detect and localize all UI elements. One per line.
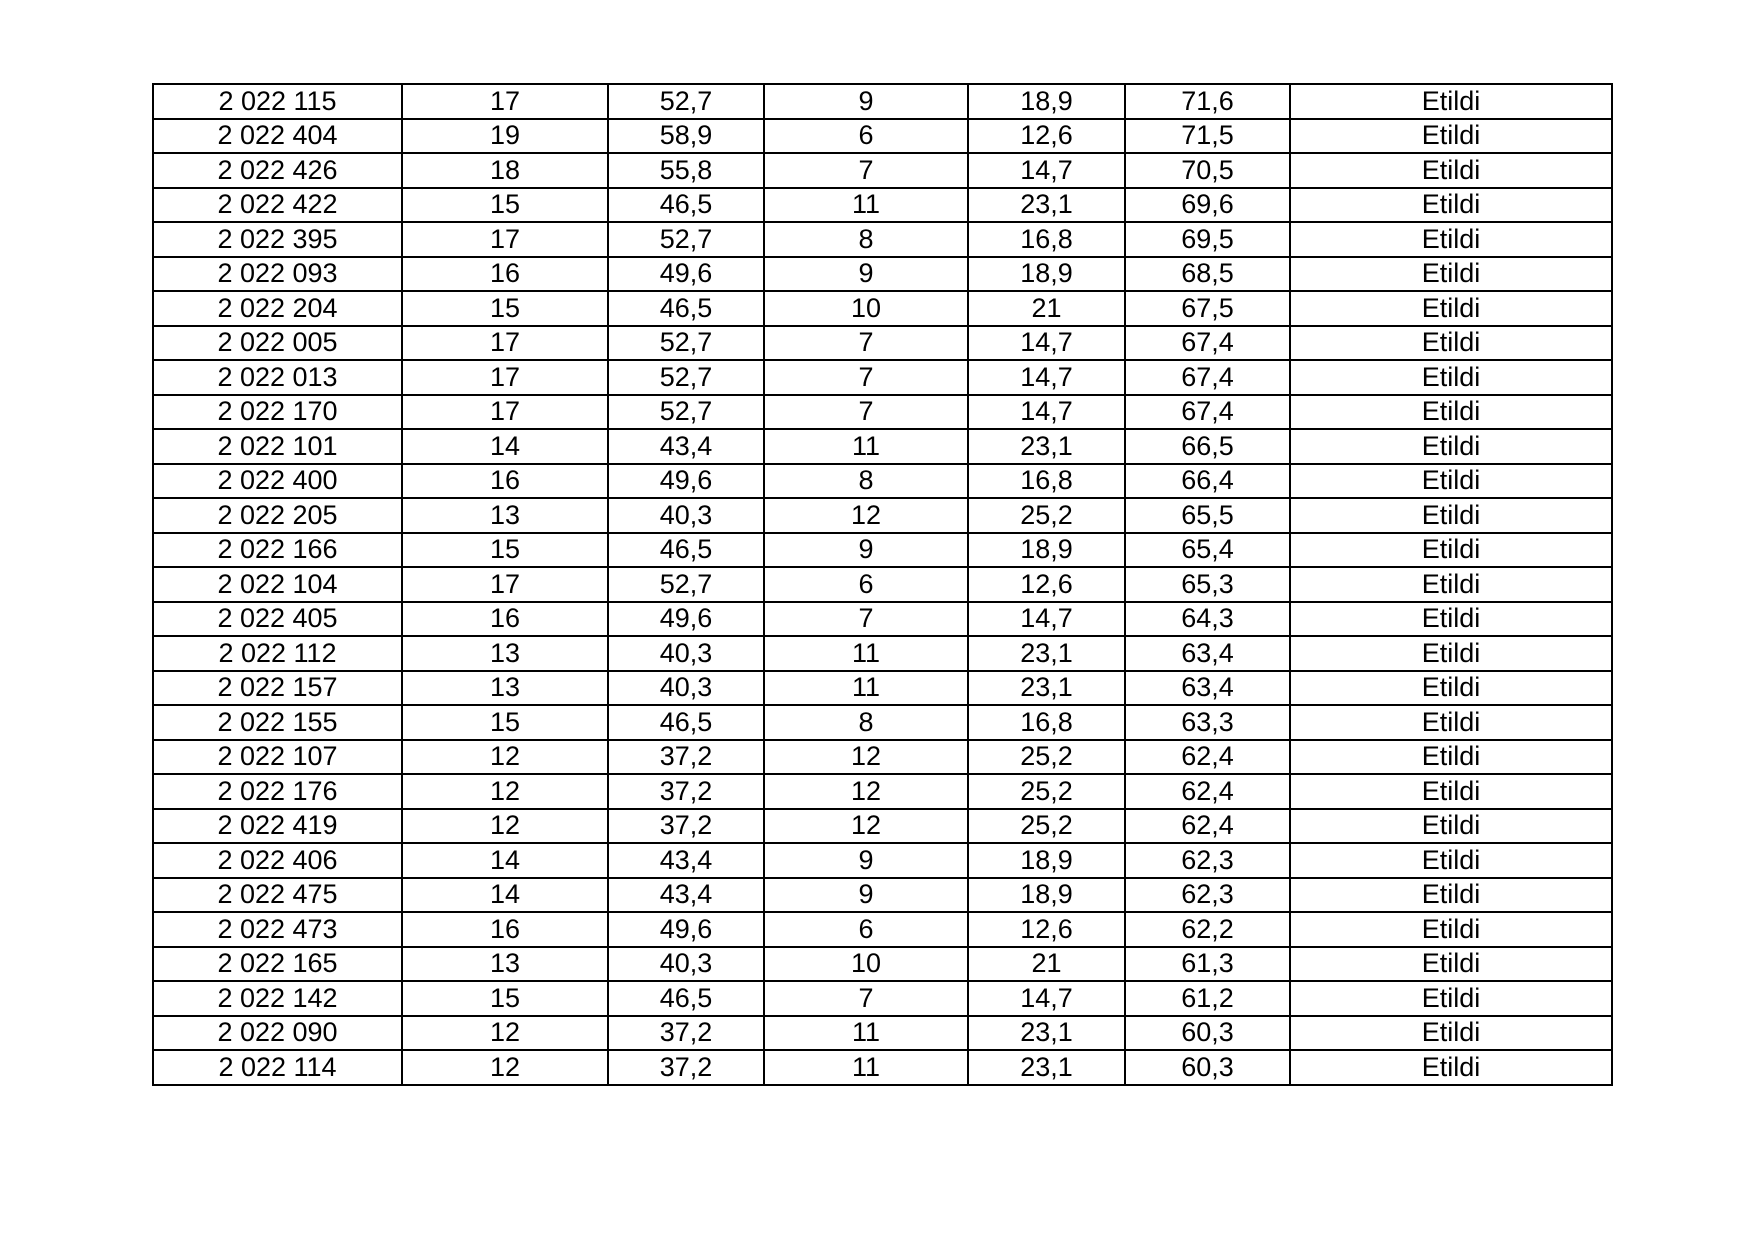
- total-score-cell: 67,4: [1125, 395, 1290, 430]
- correct-score-cell: 43,4: [608, 429, 764, 464]
- table-row: [153, 188, 1612, 223]
- total-score-cell: 62,4: [1125, 740, 1290, 775]
- total-score-cell: 69,6: [1125, 188, 1290, 223]
- table-row: [153, 878, 1612, 913]
- status-cell: Etildi: [1290, 671, 1612, 706]
- second-score-cell: 14,7: [968, 981, 1125, 1016]
- correct-score-cell: 55,8: [608, 153, 764, 188]
- second-score-cell: 16,8: [968, 464, 1125, 499]
- table-row: [153, 809, 1612, 844]
- correct-score-cell: 49,6: [608, 912, 764, 947]
- table-row: [153, 705, 1612, 740]
- second-count-cell: 7: [764, 153, 968, 188]
- table-row: [153, 567, 1612, 602]
- correct-score-cell: 52,7: [608, 395, 764, 430]
- table-row: [153, 498, 1612, 533]
- correct-score-cell: 43,4: [608, 843, 764, 878]
- total-score-cell: 71,5: [1125, 119, 1290, 154]
- correct-score-cell: 58,9: [608, 119, 764, 154]
- second-score-cell: 23,1: [968, 429, 1125, 464]
- student-id-cell: 2 022 115: [153, 84, 402, 119]
- status-cell: Etildi: [1290, 1050, 1612, 1085]
- second-count-cell: 9: [764, 84, 968, 119]
- correct-score-cell: 37,2: [608, 809, 764, 844]
- total-score-cell: 63,4: [1125, 671, 1290, 706]
- student-id-cell: 2 022 176: [153, 774, 402, 809]
- second-count-cell: 7: [764, 602, 968, 637]
- student-id-cell: 2 022 475: [153, 878, 402, 913]
- correct-count-cell: 14: [402, 843, 608, 878]
- total-score-cell: 62,4: [1125, 774, 1290, 809]
- student-id-cell: 2 022 114: [153, 1050, 402, 1085]
- correct-score-cell: 52,7: [608, 326, 764, 361]
- table-row: [153, 464, 1612, 499]
- status-cell: Etildi: [1290, 912, 1612, 947]
- table-row: [153, 257, 1612, 292]
- status-cell: Etildi: [1290, 947, 1612, 982]
- table-row: [153, 1016, 1612, 1051]
- student-id-cell: 2 022 104: [153, 567, 402, 602]
- second-score-cell: 12,6: [968, 119, 1125, 154]
- second-count-cell: 7: [764, 326, 968, 361]
- student-id-cell: 2 022 157: [153, 671, 402, 706]
- total-score-cell: 63,3: [1125, 705, 1290, 740]
- second-score-cell: 23,1: [968, 671, 1125, 706]
- correct-count-cell: 15: [402, 705, 608, 740]
- correct-score-cell: 52,7: [608, 360, 764, 395]
- student-id-cell: 2 022 426: [153, 153, 402, 188]
- second-count-cell: 7: [764, 395, 968, 430]
- correct-score-cell: 37,2: [608, 1016, 764, 1051]
- student-id-cell: 2 022 419: [153, 809, 402, 844]
- second-score-cell: 23,1: [968, 188, 1125, 223]
- correct-count-cell: 17: [402, 326, 608, 361]
- status-cell: Etildi: [1290, 188, 1612, 223]
- total-score-cell: 68,5: [1125, 257, 1290, 292]
- status-cell: Etildi: [1290, 257, 1612, 292]
- table-row: [153, 119, 1612, 154]
- correct-score-cell: 40,3: [608, 671, 764, 706]
- second-count-cell: 8: [764, 705, 968, 740]
- correct-count-cell: 16: [402, 602, 608, 637]
- correct-count-cell: 15: [402, 188, 608, 223]
- student-id-cell: 2 022 405: [153, 602, 402, 637]
- second-count-cell: 11: [764, 429, 968, 464]
- correct-count-cell: 16: [402, 257, 608, 292]
- table-row: [153, 947, 1612, 982]
- second-score-cell: 25,2: [968, 740, 1125, 775]
- second-score-cell: 21: [968, 947, 1125, 982]
- second-count-cell: 6: [764, 567, 968, 602]
- second-count-cell: 11: [764, 1016, 968, 1051]
- student-id-cell: 2 022 166: [153, 533, 402, 568]
- correct-score-cell: 49,6: [608, 257, 764, 292]
- student-id-cell: 2 022 090: [153, 1016, 402, 1051]
- table-row: [153, 360, 1612, 395]
- correct-count-cell: 13: [402, 498, 608, 533]
- status-cell: Etildi: [1290, 567, 1612, 602]
- second-count-cell: 9: [764, 878, 968, 913]
- correct-score-cell: 46,5: [608, 533, 764, 568]
- table-row: [153, 429, 1612, 464]
- student-id-cell: 2 022 101: [153, 429, 402, 464]
- student-id-cell: 2 022 107: [153, 740, 402, 775]
- correct-count-cell: 18: [402, 153, 608, 188]
- student-id-cell: 2 022 406: [153, 843, 402, 878]
- correct-count-cell: 13: [402, 671, 608, 706]
- second-score-cell: 16,8: [968, 222, 1125, 257]
- student-id-cell: 2 022 400: [153, 464, 402, 499]
- table-row: [153, 395, 1612, 430]
- table-row: [153, 1050, 1612, 1085]
- correct-score-cell: 40,3: [608, 947, 764, 982]
- total-score-cell: 61,2: [1125, 981, 1290, 1016]
- status-cell: Etildi: [1290, 774, 1612, 809]
- correct-count-cell: 15: [402, 981, 608, 1016]
- status-cell: Etildi: [1290, 843, 1612, 878]
- total-score-cell: 67,4: [1125, 326, 1290, 361]
- correct-score-cell: 46,5: [608, 981, 764, 1016]
- total-score-cell: 62,3: [1125, 878, 1290, 913]
- correct-score-cell: 46,5: [608, 705, 764, 740]
- table-row: [153, 912, 1612, 947]
- status-cell: Etildi: [1290, 222, 1612, 257]
- second-count-cell: 12: [764, 809, 968, 844]
- table-row: [153, 981, 1612, 1016]
- second-count-cell: 9: [764, 257, 968, 292]
- student-id-cell: 2 022 204: [153, 291, 402, 326]
- correct-count-cell: 13: [402, 636, 608, 671]
- student-id-cell: 2 022 155: [153, 705, 402, 740]
- student-id-cell: 2 022 422: [153, 188, 402, 223]
- correct-score-cell: 40,3: [608, 498, 764, 533]
- correct-score-cell: 43,4: [608, 878, 764, 913]
- correct-count-cell: 12: [402, 774, 608, 809]
- status-cell: Etildi: [1290, 360, 1612, 395]
- second-score-cell: 14,7: [968, 326, 1125, 361]
- correct-score-cell: 46,5: [608, 291, 764, 326]
- status-cell: Etildi: [1290, 636, 1612, 671]
- second-score-cell: 18,9: [968, 84, 1125, 119]
- table-row: [153, 602, 1612, 637]
- status-cell: Etildi: [1290, 705, 1612, 740]
- correct-count-cell: 16: [402, 464, 608, 499]
- correct-score-cell: 49,6: [608, 464, 764, 499]
- student-id-cell: 2 022 005: [153, 326, 402, 361]
- second-score-cell: 18,9: [968, 878, 1125, 913]
- second-count-cell: 10: [764, 947, 968, 982]
- second-count-cell: 12: [764, 774, 968, 809]
- total-score-cell: 62,3: [1125, 843, 1290, 878]
- table-row: [153, 326, 1612, 361]
- student-id-cell: 2 022 112: [153, 636, 402, 671]
- second-count-cell: 11: [764, 671, 968, 706]
- total-score-cell: 60,3: [1125, 1050, 1290, 1085]
- correct-count-cell: 17: [402, 395, 608, 430]
- student-id-cell: 2 022 205: [153, 498, 402, 533]
- second-count-cell: 6: [764, 912, 968, 947]
- correct-score-cell: 37,2: [608, 1050, 764, 1085]
- correct-count-cell: 12: [402, 740, 608, 775]
- correct-score-cell: 52,7: [608, 84, 764, 119]
- table-row: [153, 291, 1612, 326]
- correct-count-cell: 17: [402, 84, 608, 119]
- student-id-cell: 2 022 404: [153, 119, 402, 154]
- total-score-cell: 71,6: [1125, 84, 1290, 119]
- student-id-cell: 2 022 165: [153, 947, 402, 982]
- second-score-cell: 21: [968, 291, 1125, 326]
- status-cell: Etildi: [1290, 429, 1612, 464]
- second-score-cell: 14,7: [968, 153, 1125, 188]
- status-cell: Etildi: [1290, 740, 1612, 775]
- total-score-cell: 62,2: [1125, 912, 1290, 947]
- second-score-cell: 14,7: [968, 360, 1125, 395]
- total-score-cell: 66,4: [1125, 464, 1290, 499]
- second-score-cell: 14,7: [968, 602, 1125, 637]
- total-score-cell: 64,3: [1125, 602, 1290, 637]
- correct-score-cell: 37,2: [608, 740, 764, 775]
- second-count-cell: 7: [764, 360, 968, 395]
- table-row: [153, 533, 1612, 568]
- status-cell: Etildi: [1290, 119, 1612, 154]
- correct-count-cell: 15: [402, 291, 608, 326]
- correct-count-cell: 13: [402, 947, 608, 982]
- second-score-cell: 23,1: [968, 1050, 1125, 1085]
- second-score-cell: 18,9: [968, 257, 1125, 292]
- table-row: [153, 636, 1612, 671]
- status-cell: Etildi: [1290, 326, 1612, 361]
- second-score-cell: 18,9: [968, 533, 1125, 568]
- second-count-cell: 9: [764, 843, 968, 878]
- second-score-cell: 25,2: [968, 774, 1125, 809]
- status-cell: Etildi: [1290, 291, 1612, 326]
- status-cell: Etildi: [1290, 1016, 1612, 1051]
- table-row: [153, 671, 1612, 706]
- total-score-cell: 61,3: [1125, 947, 1290, 982]
- student-id-cell: 2 022 473: [153, 912, 402, 947]
- second-score-cell: 23,1: [968, 636, 1125, 671]
- correct-count-cell: 17: [402, 222, 608, 257]
- student-id-cell: 2 022 170: [153, 395, 402, 430]
- correct-score-cell: 52,7: [608, 567, 764, 602]
- student-id-cell: 2 022 093: [153, 257, 402, 292]
- results-table: [152, 83, 1613, 1086]
- table-row: [153, 84, 1612, 119]
- total-score-cell: 62,4: [1125, 809, 1290, 844]
- second-score-cell: 18,9: [968, 843, 1125, 878]
- total-score-cell: 67,5: [1125, 291, 1290, 326]
- correct-score-cell: 40,3: [608, 636, 764, 671]
- status-cell: Etildi: [1290, 464, 1612, 499]
- second-count-cell: 11: [764, 636, 968, 671]
- correct-count-cell: 14: [402, 429, 608, 464]
- table-row: [153, 740, 1612, 775]
- second-score-cell: 16,8: [968, 705, 1125, 740]
- second-count-cell: 10: [764, 291, 968, 326]
- student-id-cell: 2 022 142: [153, 981, 402, 1016]
- correct-count-cell: 12: [402, 1050, 608, 1085]
- correct-count-cell: 12: [402, 1016, 608, 1051]
- total-score-cell: 65,3: [1125, 567, 1290, 602]
- second-count-cell: 11: [764, 1050, 968, 1085]
- correct-count-cell: 14: [402, 878, 608, 913]
- correct-count-cell: 12: [402, 809, 608, 844]
- total-score-cell: 70,5: [1125, 153, 1290, 188]
- second-score-cell: 12,6: [968, 912, 1125, 947]
- second-count-cell: 11: [764, 188, 968, 223]
- second-score-cell: 23,1: [968, 1016, 1125, 1051]
- correct-count-cell: 17: [402, 567, 608, 602]
- second-count-cell: 7: [764, 981, 968, 1016]
- total-score-cell: 67,4: [1125, 360, 1290, 395]
- correct-score-cell: 49,6: [608, 602, 764, 637]
- correct-score-cell: 52,7: [608, 222, 764, 257]
- total-score-cell: 65,4: [1125, 533, 1290, 568]
- second-count-cell: 8: [764, 222, 968, 257]
- table-row: [153, 843, 1612, 878]
- second-count-cell: 6: [764, 119, 968, 154]
- total-score-cell: 65,5: [1125, 498, 1290, 533]
- status-cell: Etildi: [1290, 602, 1612, 637]
- second-count-cell: 12: [764, 498, 968, 533]
- second-count-cell: 8: [764, 464, 968, 499]
- status-cell: Etildi: [1290, 153, 1612, 188]
- status-cell: Etildi: [1290, 878, 1612, 913]
- status-cell: Etildi: [1290, 981, 1612, 1016]
- total-score-cell: 69,5: [1125, 222, 1290, 257]
- second-score-cell: 25,2: [968, 498, 1125, 533]
- total-score-cell: 66,5: [1125, 429, 1290, 464]
- correct-count-cell: 15: [402, 533, 608, 568]
- second-score-cell: 14,7: [968, 395, 1125, 430]
- correct-count-cell: 16: [402, 912, 608, 947]
- second-count-cell: 12: [764, 740, 968, 775]
- student-id-cell: 2 022 013: [153, 360, 402, 395]
- second-score-cell: 25,2: [968, 809, 1125, 844]
- correct-score-cell: 46,5: [608, 188, 764, 223]
- correct-count-cell: 17: [402, 360, 608, 395]
- results-table-body: [153, 84, 1612, 1085]
- table-row: [153, 153, 1612, 188]
- student-id-cell: 2 022 395: [153, 222, 402, 257]
- second-count-cell: 9: [764, 533, 968, 568]
- table-row: [153, 774, 1612, 809]
- total-score-cell: 60,3: [1125, 1016, 1290, 1051]
- status-cell: Etildi: [1290, 84, 1612, 119]
- status-cell: Etildi: [1290, 395, 1612, 430]
- correct-count-cell: 19: [402, 119, 608, 154]
- table-row: [153, 222, 1612, 257]
- total-score-cell: 63,4: [1125, 636, 1290, 671]
- correct-score-cell: 37,2: [608, 774, 764, 809]
- second-score-cell: 12,6: [968, 567, 1125, 602]
- status-cell: Etildi: [1290, 533, 1612, 568]
- status-cell: Etildi: [1290, 809, 1612, 844]
- status-cell: Etildi: [1290, 498, 1612, 533]
